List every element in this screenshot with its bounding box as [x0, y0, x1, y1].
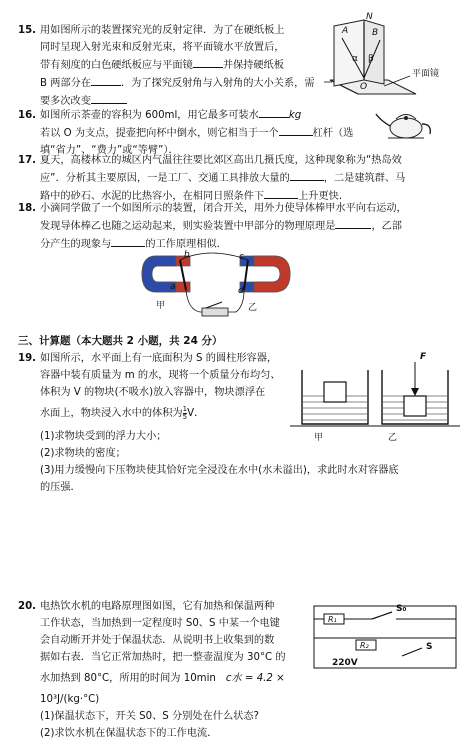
teapot-image: [372, 110, 442, 140]
q15-text: B 两部分在: [40, 78, 91, 89]
answer-blank[interactable]: [264, 187, 298, 199]
q20-text: 工作状态，当加热到一定程度时 S0、S 中某一个电键: [40, 618, 280, 629]
rod-yi-label: 乙: [248, 303, 258, 313]
mirror-label: 平面镜: [412, 69, 440, 79]
container-diagram: [290, 352, 460, 442]
q19-sub-3: (3)用力缓慢向下压物块使其恰好完全浸没在水中(水未溢出)，求此时水对容器底: [40, 465, 399, 476]
q18-text: 发现导体棒乙也随之运动起来，则实验装置中甲部分的物理原理是: [40, 221, 336, 232]
point-c-label: c: [239, 252, 244, 262]
reflection-diagram-svg: [312, 18, 462, 98]
answer-blank[interactable]: [193, 56, 223, 68]
q15-text: 并保持硬纸板: [222, 60, 284, 71]
q20-text: 10³J/(kg·°C): [40, 694, 100, 705]
q15-text: 要多次改变: [40, 96, 91, 107]
question-number: 17.: [18, 155, 37, 166]
q17-text: ，二是建筑群、马: [323, 173, 406, 184]
q17-text: 上升更快．: [298, 191, 350, 202]
s0-label: S₀: [396, 604, 407, 614]
normal-label: N: [366, 12, 373, 22]
board-a-label: A: [342, 26, 349, 36]
q16-text: 如图所示茶壶的容积为 600ml，用它最多可装水: [40, 110, 259, 121]
q19-sub-2: (2)求物块的密度；: [40, 448, 126, 459]
q16-text: 填“省力”、“费力”或“等臂”）．: [40, 145, 179, 156]
q18-text: ，乙部: [371, 221, 402, 232]
q16-text: 杠杆（选: [312, 128, 354, 139]
force-label: F: [420, 352, 427, 362]
circuit-diagram: [312, 604, 458, 672]
q19-text: 水面上，物块浸入水中的体积为: [40, 408, 183, 419]
q15-text: 用如图所示的装置探究光的反射定律．为了在硬纸板上: [40, 25, 285, 36]
q19-sub-1: (1)求物块受到的浮力大小；: [40, 431, 167, 442]
q15-text: 同时呈现入射光束和反射光束，将平面镜水平放置后，: [40, 42, 285, 53]
question-number: 18.: [18, 203, 37, 214]
section-heading: 三、计算题（本大题共 2 小题，共 24 分）: [18, 335, 223, 347]
answer-blank[interactable]: [91, 74, 121, 86]
q18-text: 的工作原理相似．: [145, 239, 227, 250]
answer-blank[interactable]: [279, 124, 313, 136]
question-number: 19.: [18, 353, 37, 364]
question-17: [18, 152, 458, 205]
answer-blank[interactable]: [259, 106, 289, 118]
q19-text: 如图所示，水平面上有一底面积为 S 的圆柱形容器，: [40, 353, 278, 364]
q20-sub-2: (2)求饮水机在保温状态下的工作电流．: [40, 728, 218, 739]
fraction-denominator: 5: [182, 412, 188, 421]
q20-text: 会自动断开并处于保温状态．从说明书上收集到的数: [40, 635, 275, 646]
q17-text: 应”．分析其主要原因，一是工厂、交通工具排放大量的: [40, 173, 290, 184]
point-b-label: b: [184, 250, 190, 260]
magnets-svg: [140, 246, 320, 326]
q15-text: ．为了探究反射角与入射角的大小关系，需: [120, 78, 315, 89]
answer-blank[interactable]: [290, 169, 324, 181]
question-number: 15.: [18, 25, 37, 36]
q20-sub-1: (1)保温状态下，开关 S0、S 分别处在什么状态?: [40, 711, 259, 722]
container-jia-label: 甲: [314, 433, 324, 443]
question-number: 16.: [18, 110, 37, 121]
r2-label: R₂: [360, 641, 369, 650]
q16-text: 若以 O 为支点，提壶把向杯中倒水，则它相当于一个: [40, 128, 279, 139]
container-yi-label: 乙: [388, 433, 398, 443]
reflection-diagram: [312, 12, 462, 98]
q20-text: 水加热到 80°C，所用的时间为 10min: [40, 673, 216, 684]
q20-text: 据如右表．当它正常加热时，把一整壶温度为 30°C 的: [40, 652, 286, 663]
teapot-icon: [372, 110, 442, 140]
fraction-numerator: 1: [182, 404, 188, 413]
board-b-label: B: [372, 28, 379, 38]
q19-text: 容器中装有质量为 m 的水，现将一个质量分布均匀、: [40, 370, 281, 381]
r1-label: R₁: [328, 615, 337, 624]
point-a-label: a: [170, 282, 176, 292]
point-o-label: O: [360, 82, 368, 92]
question-number: 20.: [18, 601, 37, 612]
q17-text: 夏天，高楼林立的城区内气温往往要比郊区高出几摄氏度，这种现象称为“热岛效: [40, 155, 402, 166]
voltage-label: 220V: [332, 658, 358, 668]
q18-text: 小滴同学做了一个如图所示的装置，闭合开关，用外力使导体棒甲水平向右运动，: [40, 203, 407, 214]
q15-text: 带有刻度的白色硬纸板应与平面镜: [40, 60, 193, 71]
angle-alpha-label: α: [352, 54, 358, 64]
answer-blank[interactable]: [91, 92, 127, 104]
rod-jia-label: 甲: [156, 301, 166, 311]
q20-text: c水 = 4.2 ×: [225, 673, 285, 684]
answer-blank[interactable]: [335, 217, 371, 229]
q18-text: 分产生的现象与: [40, 239, 112, 250]
q19-text: 体积为 V 的物块(不吸水)放入容器中，物块漂浮在: [40, 387, 266, 398]
container-svg: [290, 352, 460, 442]
s-label: S: [426, 642, 433, 652]
q20-text: 电热饮水机的电路原理图如图，它有加热和保温两种: [40, 601, 275, 612]
q17-text: 路中的砂石、水泥的比热容小，在相同日照条件下: [40, 191, 265, 202]
point-d-label: d: [238, 286, 244, 296]
magnets-diagram: [140, 246, 320, 326]
q19-text: V．: [187, 408, 205, 419]
angle-beta-label: β: [368, 54, 374, 64]
q16-text: kg: [288, 110, 302, 121]
q19-sub-3: 的压强．: [40, 482, 81, 493]
